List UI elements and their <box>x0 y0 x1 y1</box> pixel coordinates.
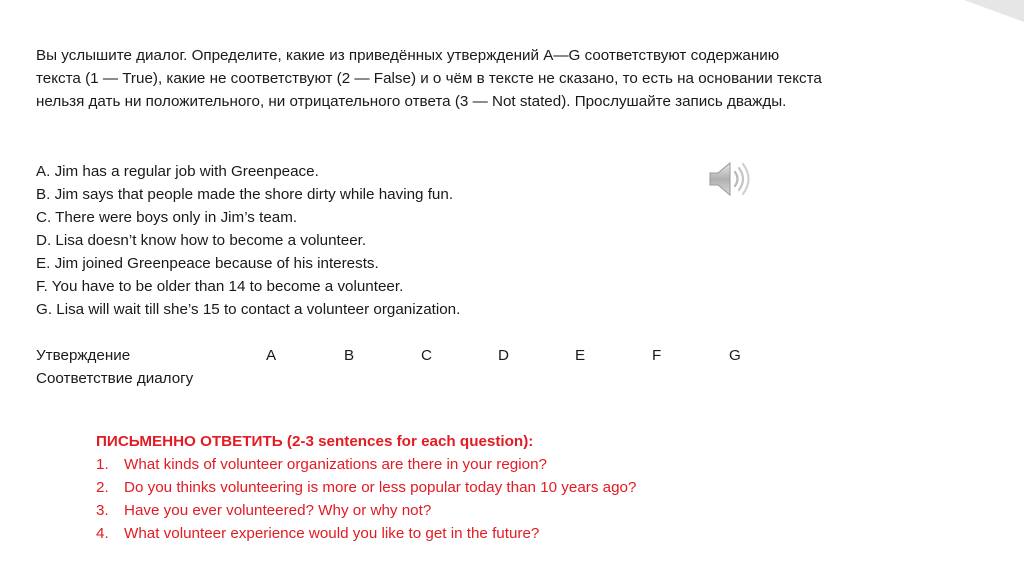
answer-letter-g: G <box>729 347 741 364</box>
corner-decoration <box>964 0 1024 22</box>
instructions-line: Вы услышите диалог. Определите, какие из приведённых утверждений A—G соответствуют содержанию <box>36 47 780 64</box>
answer-letter-f: F <box>652 347 662 364</box>
statement-c: C. There were boys only in Jim’s team. <box>36 209 298 226</box>
statements-list <box>36 160 460 321</box>
question-item <box>96 522 636 545</box>
question-item <box>96 499 636 522</box>
statement-e: E. Jim joined Greenpeace because of his interests. <box>36 255 379 272</box>
answer-letter-e: E <box>575 347 586 364</box>
statement-a: A. Jim has a regular job with Greenpeace. <box>36 163 319 180</box>
speaker-icon[interactable] <box>706 158 754 200</box>
answer-letter-a: A <box>266 347 277 364</box>
question-item <box>96 453 636 476</box>
question-number: 3. <box>96 502 109 519</box>
statement-d: D. Lisa doesn’t know how to become a volunteer. <box>36 232 367 249</box>
question-text: Have you ever volunteered? Why or why not? <box>124 502 432 519</box>
instructions-line: текста (1 — True), какие не соответствуют (2 — False) и о чём в тексте не сказано, то есть на основании текста <box>36 70 822 87</box>
answer-letter-c: C <box>421 347 432 364</box>
instructions-text <box>36 44 936 113</box>
statement-g: G. Lisa will wait till she’s 15 to contact a volunteer organization. <box>36 301 461 318</box>
written-task-heading: ПИСЬМЕННО ОТВЕТИТЬ (2-3 sentences for each question): <box>96 433 534 450</box>
answer-letter-d: D <box>498 347 509 364</box>
question-text: What kinds of volunteer organizations are there in your region? <box>124 456 547 473</box>
question-text: Do you thinks volunteering is more or less popular today than 10 years ago? <box>124 479 637 496</box>
answer-table-row-match: Соответствие диалогу <box>36 370 194 387</box>
question-number: 2. <box>96 479 109 496</box>
question-text: What volunteer experience would you like to get in the future? <box>124 525 540 542</box>
question-number: 4. <box>96 525 109 542</box>
statement-b: B. Jim says that people made the shore dirty while having fun. <box>36 186 454 203</box>
question-item <box>96 476 636 499</box>
written-task <box>96 430 636 545</box>
instructions-line: нельзя дать ни положительного, ни отрицательного ответа (3 — Not stated). Прослушайте запись дважды. <box>36 93 787 110</box>
statement-f: F. You have to be older than 14 to become a volunteer. <box>36 278 404 295</box>
question-number: 1. <box>96 456 109 473</box>
answer-letter-b: B <box>344 347 355 364</box>
answer-table-row-statement: Утверждение <box>36 347 131 364</box>
